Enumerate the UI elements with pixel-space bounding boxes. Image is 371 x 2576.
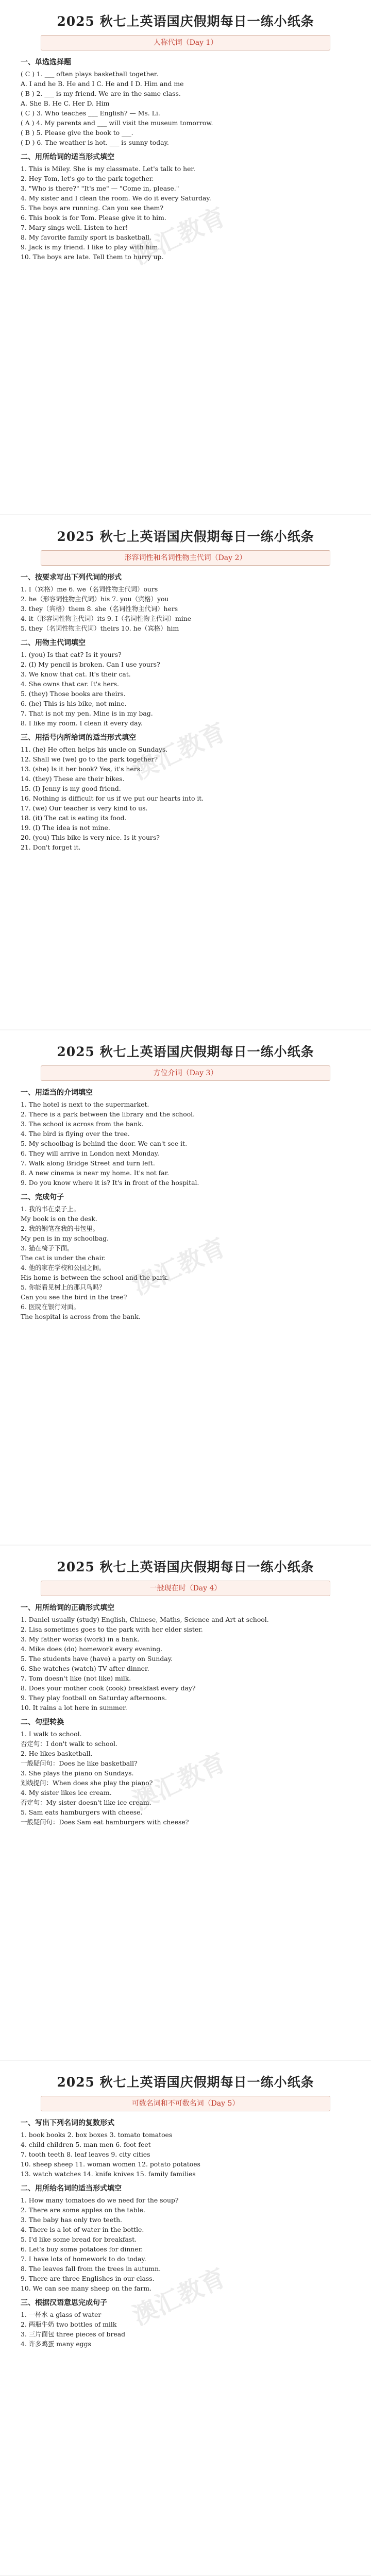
watermark: 澳汇教育: [128, 717, 230, 786]
exercise-line: 7. I have lots of homework to do today.: [21, 2255, 146, 2263]
exercise-line: 6. She watches (watch) TV after dinner.: [21, 1665, 149, 1672]
section-heading: 一、单选选择题: [21, 58, 71, 66]
exercise-line: 10. The boys are late. Tell them to hurry up.: [21, 253, 164, 261]
exercise-line: 4. My sister and I clean the room. We do it every Saturday.: [21, 194, 211, 202]
exercise-line: 4. She owns that car. It's hers.: [21, 680, 119, 688]
exercise-line: 7. That is not my pen. Mine is in my bag.: [21, 709, 153, 717]
exercise-line: 一般疑问句：Does he like basketball?: [21, 1759, 138, 1767]
exercise-line: 8. I like my room. I clean it every day.: [21, 719, 143, 727]
worksheet-day-2: [0, 515, 371, 1030]
exercise-line: 3. 猫在椅子下面。: [21, 1244, 74, 1252]
worksheet-title: 2025 秋七上英语国庆假期每日一练小纸条: [57, 1044, 314, 1059]
page-separator: [0, 2060, 371, 2061]
exercise-line: 1. (you) Is that cat? Is it yours?: [21, 651, 122, 658]
exercise-line: 1. This is Miley. She is my classmate. Let's talk to her.: [21, 165, 195, 173]
day-banner: 可数名词和不可数名词（Day 5）: [41, 2096, 330, 2111]
watermark: 澳汇教育: [128, 202, 230, 270]
exercise-line: 8. The leaves fall from the trees in autumn.: [21, 2265, 161, 2273]
exercise-line: 6. They will arrive in London next Monday.: [21, 1149, 159, 1157]
exercise-line: 12. Shall we (we) go to the park together?: [21, 755, 158, 763]
worksheet-day-3: [0, 1030, 371, 1546]
exercise-line: 3. 三片面包 three pieces of bread: [21, 2330, 126, 2338]
exercise-line: 2. Lisa sometimes goes to the park with her elder sister.: [21, 1625, 203, 1633]
worksheet-title: 2025 秋七上英语国庆假期每日一练小纸条: [57, 1560, 314, 1574]
exercise-line: 6. This book is for Tom. Please give it to him.: [21, 214, 166, 222]
exercise-line: 4. My sister likes ice cream.: [21, 1789, 112, 1797]
exercise-line: 5. they（名词性物主代词）theirs 10. he（宾格）him: [21, 624, 179, 632]
exercise-line: 14. (they) These are their bikes.: [21, 775, 125, 783]
section-heading: 三、用括号内所给词的适当形式填空: [21, 734, 136, 742]
section-heading: 一、写出下列名词的复数形式: [21, 2119, 114, 2127]
exercise-line: ( B ) 5. Please give the book to ___.: [21, 129, 133, 137]
exercise-line: 1. I（宾格）me 6. we（名词性物主代词）ours: [21, 585, 158, 593]
section-heading: 一、用适当的介词填空: [21, 1089, 93, 1097]
exercise-line: 19. (I) The idea is not mine.: [21, 824, 110, 832]
exercise-line: 17. (we) Our teacher is very kind to us.: [21, 804, 148, 812]
watermark: 澳汇教育: [128, 1232, 230, 1301]
exercise-line: 21. Don't forget it.: [21, 843, 81, 851]
exercise-line: 3. The baby has only two teeth.: [21, 2216, 122, 2224]
exercise-line: 7. tooth teeth 8. leaf leaves 9. city cities: [21, 2150, 150, 2158]
exercise-line: 8. A new cinema is near my home. It's not far.: [21, 1169, 170, 1177]
exercise-line: 4. it（形容词性物主代词）its 9. I（名词性物主代词）mine: [21, 615, 192, 622]
exercise-line: 10. It rains a lot here in summer.: [21, 1704, 127, 1711]
worksheet-title: 2025 秋七上英语国庆假期每日一练小纸条: [57, 14, 314, 29]
exercise-line: 4. child children 5. man men 6. foot feet: [21, 2141, 151, 2148]
exercise-line: 5. Sam eats hamburgers with cheese.: [21, 1808, 143, 1816]
page-separator: [0, 1029, 371, 1030]
exercise-line: 1. How many tomatoes do we need for the soup?: [21, 2196, 179, 2204]
exercise-line: 6. (he) This is his bike, not mine.: [21, 700, 127, 707]
exercise-line: 9. They play football on Saturday afternoons.: [21, 1694, 167, 1702]
section-heading: 一、用所给词的正确形式填空: [21, 1604, 114, 1612]
exercise-line: 9. Jack is my friend. I like to play with him.: [21, 243, 160, 251]
exercise-line: 18. (it) The cat is eating its food.: [21, 814, 127, 822]
exercise-line: The hospital is across from the bank.: [21, 1313, 141, 1320]
exercise-line: 15. (I) Jenny is my good friend.: [21, 785, 121, 792]
worksheet-title: 2025 秋七上英语国庆假期每日一练小纸条: [57, 2075, 314, 2090]
section-heading: 一、按要求写出下列代词的形式: [21, 573, 122, 582]
exercise-line: 2. (I) My pencil is broken. Can I use yours?: [21, 660, 160, 668]
exercise-line: 2. There is a park between the library and the school.: [21, 1110, 195, 1118]
exercise-line: 8. My favorite family sport is basketball.: [21, 233, 152, 241]
exercise-line: ( D ) 6. The weather is hot. ___ is sunny today.: [21, 139, 169, 146]
exercise-line: ( C ) 1. ___ often plays basketball together.: [21, 70, 159, 78]
exercise-line: 5. The students have (have) a party on Sunday.: [21, 1655, 173, 1663]
exercise-line: A. She B. He C. Her D. Him: [21, 99, 110, 107]
exercise-line: His home is between the school and the park.: [21, 1274, 169, 1281]
exercise-line: 10. sheep sheep 11. woman women 12. potato potatoes: [21, 2160, 200, 2168]
exercise-line: ( B ) 2. ___ is my friend. We are in the same class.: [21, 90, 181, 97]
exercise-line: 1. book books 2. box boxes 3. tomato tomatoes: [21, 2131, 173, 2139]
exercise-line: 1. Daniel usually (study) English, Chinese, Maths, Science and Art at school.: [21, 1616, 269, 1623]
day-banner: 一般现在时（Day 4）: [41, 1581, 330, 1596]
exercise-line: 3. We know that cat. It's their cat.: [21, 670, 131, 678]
exercise-line: 5. The boys are running. Can you see them?: [21, 204, 163, 212]
exercise-line: 3. The school is across from the bank.: [21, 1120, 144, 1128]
section-heading: 三、根据汉语意思完成句子: [21, 2299, 107, 2307]
exercise-line: 16. Nothing is difficult for us if we put our hearts into it.: [21, 794, 204, 802]
watermark: 澳汇教育: [128, 1748, 230, 1816]
exercise-line: 11. (he) He often helps his uncle on Sundays.: [21, 745, 168, 753]
section-heading: 二、完成句子: [21, 1193, 64, 1201]
exercise-line: 2. 我的钢笔在我的书包里。: [21, 1225, 99, 1232]
exercise-line: 1. 一杯水 a glass of water: [21, 2311, 102, 2318]
exercise-line: 3. "Who is there?" "It's me" — "Come in, please.": [21, 184, 179, 192]
exercise-line: 2. There are some apples on the table.: [21, 2206, 145, 2214]
exercise-line: 6. 医院在银行对面。: [21, 1303, 80, 1311]
section-heading: 二、用所给词的适当形式填空: [21, 153, 114, 161]
exercise-line: 9. There are three Englishes in our class.: [21, 2275, 155, 2282]
exercise-line: 2. Hey Tom, let's go to the park together.: [21, 175, 154, 182]
exercise-line: My book is on the desk.: [21, 1215, 97, 1223]
exercise-line: 否定句：I don't walk to school.: [21, 1740, 117, 1748]
exercise-line: 3. My father works (work) in a bank.: [21, 1635, 140, 1643]
section-heading: 二、用物主代词填空: [21, 639, 86, 647]
section-heading: 二、句型转换: [21, 1718, 64, 1726]
exercise-line: 5. (they) Those books are theirs.: [21, 690, 126, 698]
exercise-line: 4. 他的家在学校和公园之间。: [21, 1264, 106, 1272]
day-banner: 形容词性和名词性物主代词（Day 2）: [41, 550, 330, 566]
worksheet-day-4: [0, 1546, 371, 2061]
exercise-line: 4. 许多鸡蛋 many eggs: [21, 2340, 91, 2348]
exercise-line: 20. (you) This bike is very nice. Is it yours?: [21, 834, 160, 841]
exercise-line: 5. 你能看见树上的那只鸟吗？: [21, 1283, 106, 1291]
exercise-line: 3. She plays the piano on Sundays.: [21, 1769, 134, 1777]
exercise-line: 7. Tom doesn't like (not like) milk.: [21, 1674, 131, 1682]
exercise-line: 4. Mike does (do) homework every evening.: [21, 1645, 163, 1653]
worksheet-day-1: [0, 0, 371, 515]
exercise-line: 2. 两瓶牛奶 two bottles of milk: [21, 2320, 117, 2328]
exercise-line: 4. There is a lot of water in the bottle.: [21, 2226, 144, 2233]
day-banner: 方位介词（Day 3）: [41, 1065, 330, 1081]
section-heading: 二、用所给名词的适当形式填空: [21, 2184, 122, 2193]
exercise-line: 13. watch watches 14. knife knives 15. family families: [21, 2170, 196, 2178]
exercise-line: 5. I'd like some bread for breakfast.: [21, 2235, 137, 2243]
exercise-line: 1. 我的书在桌子上。: [21, 1205, 80, 1213]
exercise-line: ( A ) 4. My parents and ___ will visit the museum tomorrow.: [21, 119, 213, 127]
exercise-line: 7. Mary sings well. Listen to her!: [21, 224, 128, 231]
exercise-line: My pen is in my schoolbag.: [21, 1234, 109, 1242]
day-banner: 人称代词（Day 1）: [41, 35, 330, 50]
worksheet-title: 2025 秋七上英语国庆假期每日一练小纸条: [57, 529, 314, 544]
exercise-line: 7. Walk along Bridge Street and turn left.: [21, 1159, 155, 1167]
exercise-line: A. I and he B. He and I C. He and I D. Him and me: [21, 80, 184, 88]
exercise-line: 6. Let's buy some potatoes for dinner.: [21, 2245, 143, 2253]
page-separator: [0, 514, 371, 515]
exercise-line: 1. I walk to school.: [21, 1730, 82, 1738]
exercise-line: 5. My schoolbag is behind the door. We can't see it.: [21, 1140, 188, 1147]
exercise-line: 划线提问：When does she play the piano?: [21, 1779, 153, 1787]
exercise-line: 8. Does your mother cook (cook) breakfast every day?: [21, 1684, 196, 1692]
exercise-line: 一般疑问句：Does Sam eat hamburgers with cheese?: [21, 1818, 189, 1826]
exercise-line: 3. they（宾格）them 8. she（名词性物主代词）hers: [21, 605, 178, 613]
exercise-line: 1. The hotel is next to the supermarket.: [21, 1100, 149, 1108]
exercise-line: The cat is under the chair.: [21, 1254, 106, 1262]
exercise-line: 4. The bird is flying over the tree.: [21, 1130, 130, 1138]
exercise-line: ( C ) 3. Who teaches ___ English? — Ms. Li.: [21, 109, 160, 117]
exercise-line: 9. Do you know where it is? It's in front of the hospital.: [21, 1179, 199, 1187]
worksheet-day-5: [0, 2061, 371, 2576]
exercise-line: Can you see the bird in the tree?: [21, 1293, 127, 1301]
exercise-line: 13. (she) Is it her book? Yes, it's hers.: [21, 765, 142, 773]
exercise-line: 否定句：My sister doesn't like ice cream.: [21, 1799, 151, 1806]
exercise-line: 10. We can see many sheep on the farm.: [21, 2284, 151, 2292]
exercise-line: 2. he（形容词性物主代词）his 7. you（宾格）you: [21, 595, 169, 603]
exercise-line: 2. He likes basketball.: [21, 1750, 93, 1757]
page-separator: [0, 1545, 371, 1546]
watermark: 澳汇教育: [128, 2263, 230, 2331]
